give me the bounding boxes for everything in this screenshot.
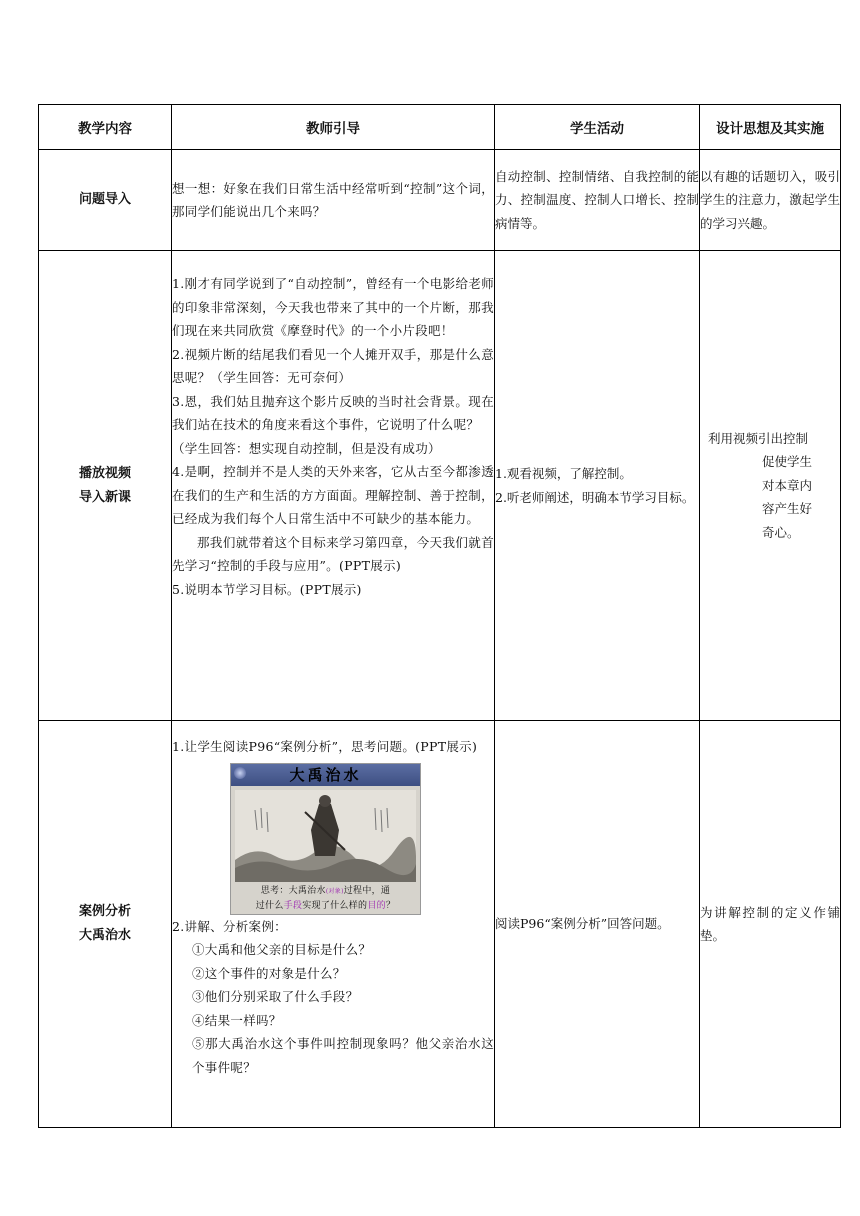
student-activity-text: 自动控制、控制情绪、自我控制的能力、控制温度、控制人口增长、控制病情等。 [495,150,700,251]
paragraph: 1.让学生阅读P96“案例分析”，思考问题。(PPT展示) [172,739,478,754]
paragraph: 那我们就带着这个目标来学习第四章，今天我们就首先学习“控制的手段与应用”。(PPT展示) [172,534,494,573]
row-label-case [39,721,172,1128]
design-text [700,251,841,721]
ppt-slide-image [230,763,421,915]
header-row [39,105,841,150]
row-label-video [39,251,172,721]
header-student: 学生活动 [495,105,700,150]
header-content: 教学内容 [39,105,172,150]
paragraph: （学生回答：想实现自动控制，但是没有成功） [172,440,441,456]
list-item: 1.观看视频，了解控制。 [495,466,632,481]
teacher-guide-text [172,251,495,721]
question-item: ④结果一样吗？ [192,1012,282,1028]
design-line: 利用视频引出控制 [708,430,809,446]
paragraph: 2.讲解、分析案例： [172,918,287,934]
header-design: 设计思想及其实施 [700,105,841,150]
design-line: 促使学生 [762,454,813,470]
teacher-guide-text: 想一想：好象在我们日常生活中经常听到“控制”这个词，那同学们能说出几个来吗？ [172,150,495,251]
lesson-plan-table [38,104,841,1128]
row-label-line: 导入新课 [78,489,131,505]
painting-illustration [235,790,416,882]
table-row [39,721,841,1128]
row-label-line: 播放视频 [78,465,131,481]
design-text: 为讲解控制的定义作铺垫。 [700,721,841,1128]
row-label-line: 案例分析 [78,904,131,919]
design-line: 对本章内 [762,477,813,493]
design-line: 容产生好 [762,501,813,517]
student-activity-text [495,251,700,721]
question-item: ②这个事件的对象是什么？ [192,965,346,981]
paragraph: 3.恩，我们姑且抛弃这个影片反映的当时社会背景。现在我们站在技术的角度来看这个事件，它说明了什么呢？ [172,393,494,432]
design-line: 奇心。 [762,524,800,540]
row-label-intro: 问题导入 [39,150,172,251]
question-item: ①大禹和他父亲的目标是什么？ [192,942,372,957]
student-activity-text: 阅读P96“案例分析”回答问题。 [495,721,700,1128]
table-row [39,251,841,721]
design-text: 以有趣的话题切入，吸引学生的注意力，激起学生的学习兴趣。 [700,150,841,251]
paragraph: 4.是啊，控制并不是人类的天外来客，它从古至今都渗透在我们的生产和生活的方方面面。理解控制、善于控制，已经成为我们每个人日常生活中不可缺少的基本能力。 [172,464,494,526]
slide-caption: 思考：大禹治水(对象)过程中，通 过什么手段实现了什么样的目的？ [255,885,396,911]
teacher-guide-text [172,721,495,1128]
question-item: ⑤那大禹治水这个事件叫控制现象吗？他父亲治水这个事件呢？ [192,1036,494,1075]
paragraph: 5.说明本节学习目标。(PPT展示) [172,581,362,597]
slide-title: 大禹治水 [289,765,362,784]
paragraph: 1.刚才有同学说到了“自动控制”，曾经有一个电影给老师的印象非常深刻，今天我也带来了其中的一个片断，那我们现在来共同欣赏《摩登时代》的一个小片段吧！ [172,276,494,338]
header-teacher: 教师引导 [172,105,495,150]
list-item: 2.听老师阐述，明确本节学习目标。 [495,489,695,505]
question-item: ③他们分别采取了什么手段？ [192,989,359,1004]
paragraph: 2.视频片断的结尾我们看见一个人摊开双手，那是什么意思呢？（学生回答：无可奈何） [172,346,494,385]
table-row [39,150,841,251]
row-label-line: 大禹治水 [78,928,131,943]
